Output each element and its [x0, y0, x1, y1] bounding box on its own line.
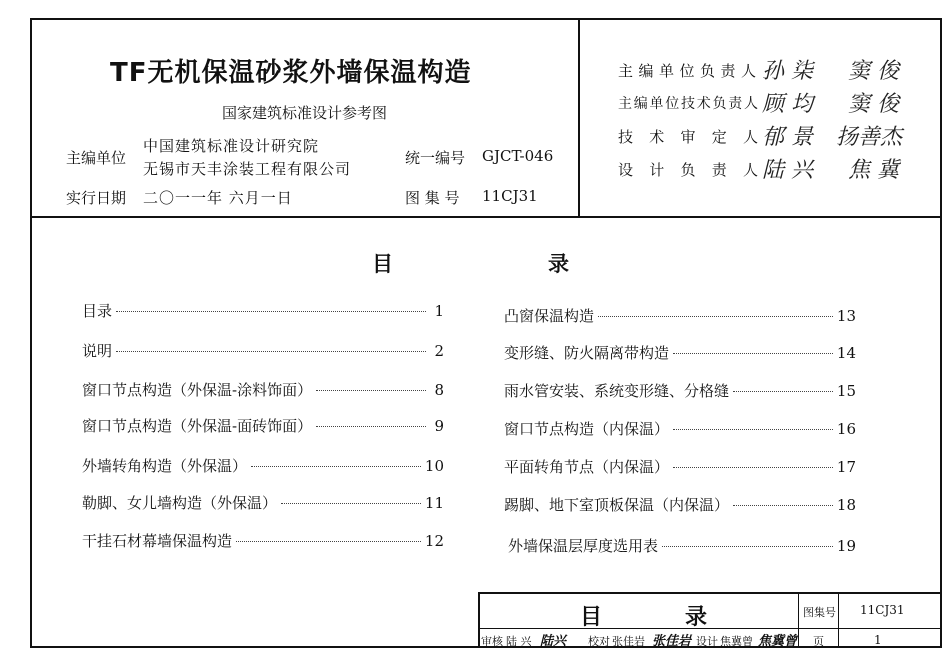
- dot-leader: [662, 546, 833, 547]
- dot-leader: [733, 391, 833, 392]
- toc-entry-title: 窗口节点构造（外保温-面砖饰面）: [82, 417, 313, 435]
- title-block-title-right: 录: [685, 604, 708, 630]
- toc-entry-page: 16: [836, 420, 856, 438]
- toc-entry-page: 11: [424, 494, 444, 512]
- dot-leader: [281, 503, 421, 504]
- toc-entry[interactable]: [82, 379, 444, 400]
- responsible-label: 主编单位负责人: [618, 62, 758, 80]
- tb-atlas-label: 图集号: [803, 606, 836, 619]
- toc-entry[interactable]: [82, 300, 444, 321]
- tb-rule: [478, 592, 942, 594]
- toc-entry[interactable]: [82, 455, 444, 476]
- dot-leader: [673, 467, 833, 468]
- editor-label: 主编单位: [66, 149, 127, 167]
- atlas-title: TF无机保温砂浆外墙保温构造: [110, 58, 472, 88]
- toc-entry-title: 平面转角节点（内保温）: [504, 458, 670, 476]
- responsible-signature: 焦 冀: [848, 158, 899, 183]
- responsible-signature: 窦 俊: [848, 59, 899, 84]
- toc-entry-title: 雨水管安装、系统变形缝、分格缝: [504, 382, 730, 400]
- toc-entry-title: 目录: [82, 302, 113, 320]
- header-vertical-divider: [578, 18, 580, 216]
- responsible-signature: 扬善杰: [836, 125, 903, 150]
- toc-entry-page: 10: [424, 457, 444, 475]
- toc-entry-title: 勒脚、女儿墙构造（外保温）: [82, 494, 278, 512]
- tb-rule: [478, 592, 480, 648]
- toc-entry-title: 外墙保温层厚度选用表: [508, 537, 659, 555]
- tb-review-signature: 陆兴: [540, 634, 567, 649]
- tb-rule: [478, 628, 798, 629]
- toc-entry-page: 8: [434, 381, 444, 399]
- tb-check-label: 校对: [588, 635, 610, 648]
- responsible-signature: 窦 俊: [848, 92, 899, 117]
- toc-entry-page: 1: [434, 302, 444, 320]
- toc-entry-page: 14: [836, 344, 856, 362]
- toc-entry-title: 凸窗保温构造: [504, 307, 595, 325]
- tb-page-value: 1: [874, 633, 882, 647]
- toc-entry[interactable]: [82, 492, 444, 513]
- dot-leader: [236, 541, 421, 542]
- toc-entry[interactable]: [504, 305, 856, 326]
- tb-design-label: 设计: [696, 635, 718, 648]
- responsible-signature: 孙 柒: [762, 59, 813, 84]
- toc-entry-page: 13: [836, 307, 856, 325]
- toc-heading-right: 录: [548, 251, 569, 276]
- tb-design-signature: 焦冀曾: [758, 634, 798, 649]
- tb-rule: [838, 592, 839, 648]
- tb-page-label: 页: [813, 635, 824, 648]
- serial-label: 统一编号: [405, 149, 466, 167]
- atlas-number-value: 11CJ31: [482, 187, 538, 205]
- toc-entry-page: 2: [434, 342, 444, 360]
- tb-check-signature: 张佳岩: [652, 634, 692, 649]
- toc-entry[interactable]: [504, 418, 856, 439]
- responsible-signature: 陆 兴: [762, 158, 813, 183]
- tb-check-name: 张佳岩: [612, 635, 645, 648]
- editor-unit-1: 中国建筑标准设计研究院: [143, 137, 320, 155]
- toc-entry-page: 9: [434, 417, 444, 435]
- tb-rule: [798, 592, 799, 648]
- serial-value: GJCT-046: [482, 147, 554, 165]
- tb-design-name: 焦冀曾: [720, 635, 753, 648]
- toc-entry-page: 15: [836, 382, 856, 400]
- dot-leader: [598, 316, 833, 317]
- dot-leader: [116, 351, 426, 352]
- dot-leader: [316, 390, 426, 391]
- responsible-signature: 顾 均: [762, 92, 813, 117]
- tb-atlas-value: 11CJ31: [860, 603, 905, 617]
- tb-review-name: 陆 兴: [506, 635, 532, 648]
- title-block-title-left: 目: [580, 604, 603, 630]
- tb-review-label: 审核: [481, 635, 503, 648]
- tb-rule: [798, 628, 942, 629]
- editor-unit-2: 无锡市天丰涂装工程有限公司: [143, 160, 352, 178]
- toc-entry-title: 变形缝、防火隔离带构造: [504, 344, 670, 362]
- dot-leader: [316, 426, 426, 427]
- toc-entry-title: 干挂石材幕墙保温构造: [82, 532, 233, 550]
- dot-leader: [116, 311, 426, 312]
- toc-entry[interactable]: [82, 530, 444, 551]
- date-label: 实行日期: [66, 189, 127, 207]
- toc-entry[interactable]: [504, 494, 856, 515]
- toc-entry[interactable]: [82, 340, 444, 361]
- atlas-subtitle: 国家建筑标准设计参考图: [222, 104, 388, 122]
- toc-entry[interactable]: [82, 415, 444, 436]
- toc-entry-title: 踢脚、地下室顶板保温（内保温）: [504, 496, 730, 514]
- toc-entry-page: 18: [836, 496, 856, 514]
- date-value: 二〇一一年 六月一日: [143, 189, 293, 207]
- dot-leader: [251, 466, 421, 467]
- responsible-label: 主编单位技术负责人: [618, 96, 758, 112]
- toc-entry-page: 12: [424, 532, 444, 550]
- atlas-number-label: 图 集 号: [405, 189, 460, 207]
- header-divider: [30, 216, 942, 218]
- toc-entry[interactable]: [504, 342, 856, 363]
- toc-entry-title: 说明: [82, 342, 113, 360]
- toc-entry[interactable]: [504, 456, 856, 477]
- toc-entry[interactable]: [504, 380, 856, 401]
- toc-entry-title: 窗口节点构造（内保温）: [504, 420, 670, 438]
- toc-entry-title: 外墙转角构造（外保温）: [82, 457, 248, 475]
- toc-entry-page: 17: [836, 458, 856, 476]
- dot-leader: [673, 429, 833, 430]
- toc-entry-title: 窗口节点构造（外保温-涂料饰面）: [82, 381, 313, 399]
- toc-heading-left: 目: [372, 251, 393, 276]
- responsible-label: 设计负责人: [618, 161, 758, 179]
- toc-entry[interactable]: [508, 535, 856, 556]
- dot-leader: [673, 353, 833, 354]
- responsible-label: 技术审定人: [618, 128, 758, 146]
- toc-entry-page: 19: [836, 537, 856, 555]
- dot-leader: [733, 505, 833, 506]
- responsible-signature: 郁 景: [762, 125, 813, 150]
